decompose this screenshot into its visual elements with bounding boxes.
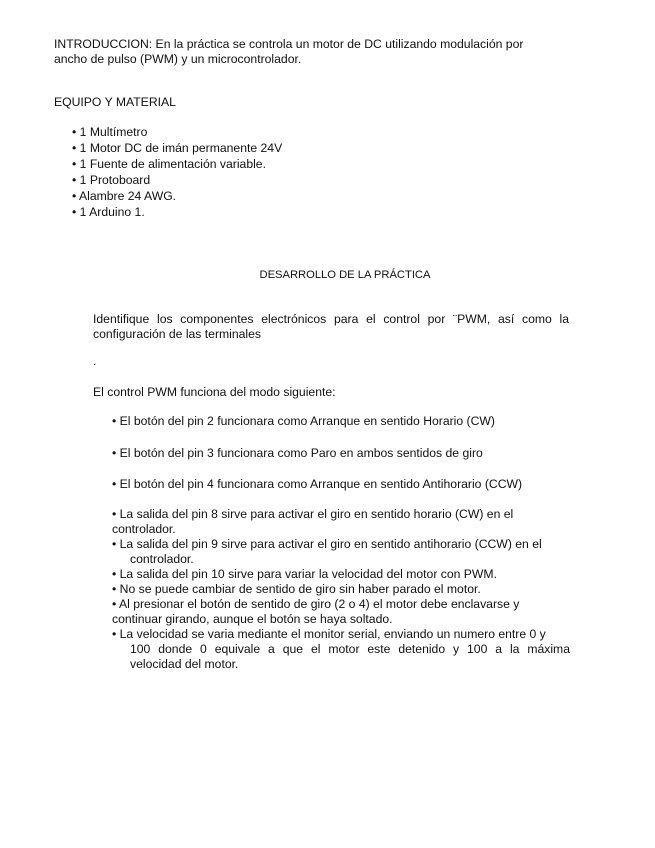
salida8-line-2: controlador. (112, 522, 176, 536)
list-item: • 1 Arduino 1. (72, 205, 145, 219)
velocidad-line-1: • La velocidad se varia mediante el monitor serial, enviando un numero entre 0 y (112, 627, 546, 641)
list-item: • El botón del pin 3 funcionara como Paro en ambos sentidos de giro (112, 446, 483, 460)
list-item (112, 627, 570, 672)
list-item: • 1 Protoboard (72, 173, 151, 187)
intro-line-2: ancho de pulso (PWM) y un microcontrolador. (54, 52, 302, 66)
list-item: • La salida del pin 10 sirve para variar la velocidad del motor con PWM. (112, 567, 497, 581)
list-item (112, 507, 570, 537)
identifique-line-1: Identifique los componentes electrónicos para el control por ¨PWM, así como la (93, 312, 569, 326)
velocidad-line-2: 100 donde 0 equivale a que el motor este detenido y 100 a la máxima (130, 642, 570, 656)
list-item: • Alambre 24 AWG. (72, 189, 177, 203)
list-item (112, 537, 570, 567)
salida8-line-1: • La salida del pin 8 sirve para activar el giro en sentido horario (CW) en el (112, 507, 514, 521)
list-item (112, 597, 570, 627)
list-item: • El botón del pin 2 funcionara como Arranque en sentido Horario (CW) (112, 414, 495, 428)
velocidad-line-3: velocidad del motor. (130, 657, 239, 671)
intro-line-1: INTRODUCCION: En la práctica se controla un motor de DC utilizando modulación por (54, 37, 524, 51)
salida9-line-1: • La salida del pin 9 sirve para activar el giro en sentido antihorario (CCW) en el (112, 537, 542, 551)
identifique-line-2: configuración de las terminales (93, 327, 262, 341)
equipment-list (72, 125, 282, 221)
control-intro: El control PWM funciona del modo siguiente: (93, 385, 336, 399)
list-item: • El botón del pin 4 funcionara como Arranque en sentido Antihorario (CCW) (112, 477, 523, 491)
presionar-line-1: • Al presionar el botón de sentido de giro (2 o 4) el motor debe enclavarse y (112, 597, 520, 611)
salida9-line-2: controlador. (130, 552, 194, 566)
list-item: • 1 Multímetro (72, 125, 148, 139)
introduction-paragraph (54, 37, 574, 67)
presionar-line-2: continuar girando, aunque el botón se haya soltado. (112, 612, 393, 626)
list-item: • 1 Motor DC de imán permanente 24V (72, 141, 283, 155)
stray-period: . (93, 354, 97, 368)
identifique-paragraph (93, 312, 569, 342)
outputs-list (112, 507, 570, 672)
list-item: • 1 Fuente de alimentación variable. (72, 157, 266, 171)
list-item: • No se puede cambiar de sentido de giro sin haber parado el motor. (112, 582, 481, 596)
equipo-heading: EQUIPO Y MATERIAL (54, 95, 176, 109)
desarrollo-heading: DESARROLLO DE LA PRÁCTICA (259, 269, 431, 281)
